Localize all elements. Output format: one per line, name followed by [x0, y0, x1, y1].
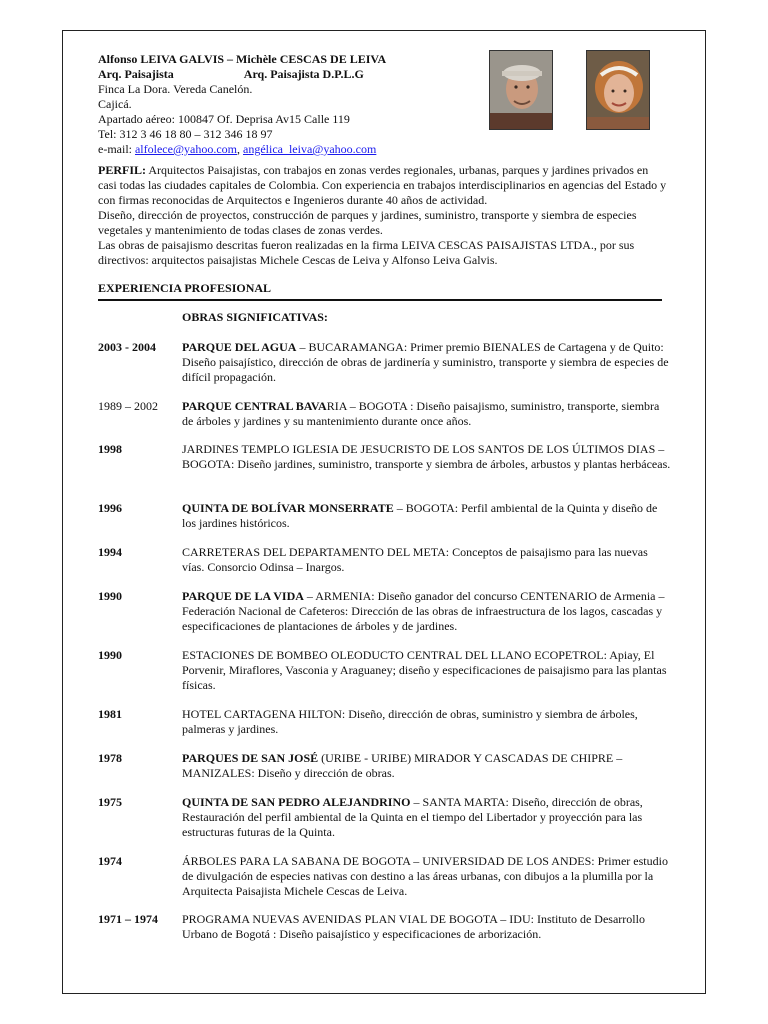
address-line-1: Finca La Dora. Vereda Canelón. [98, 82, 253, 96]
work-name: QUINTA DE SAN PEDRO ALEJANDRINO [182, 795, 411, 809]
profile-text-1: Arquitectos Paisajistas, con trabajos en zonas verdes regionales, urbanas, parques y jardines privados en casi todas las ciudades capitales de Colombia. Con experiencia en trabajos interdisciplinarios en agencias del Estado y con firmas reconocidas de Arquitectos e Ingenieros durante 40 años de actividad. [98, 163, 667, 207]
work-entry [98, 501, 672, 531]
work-year: 1990 [98, 648, 122, 662]
work-detail: – BUCARAMANGA: Primer premio BIENALES de Cartagena y de Quito: Diseño paisajístico, dirección de obras de jardinería y suministro, transporte y siembra de especies de difícil propagación. [182, 340, 669, 384]
portrait-woman-icon [587, 51, 650, 130]
work-description [182, 707, 672, 737]
work-year: 1978 [98, 751, 122, 765]
work-year: 1974 [98, 854, 122, 868]
work-description [182, 399, 672, 429]
work-entry [98, 912, 672, 942]
work-name: PARQUE DEL AGUA [182, 340, 297, 354]
profile-paragraph-1 [98, 163, 668, 208]
work-year: 1971 – 1974 [98, 912, 158, 926]
title-alfonso: Arq. Paisajista [98, 67, 174, 81]
work-entry [98, 340, 672, 385]
work-description [182, 545, 672, 575]
section-divider [98, 299, 662, 301]
work-entry [98, 399, 672, 429]
work-year: 1996 [98, 501, 122, 515]
work-entry [98, 751, 672, 781]
email-label: e-mail: [98, 142, 135, 156]
work-name: PARQUES DE SAN JOSÉ [182, 751, 319, 765]
work-year: 1981 [98, 707, 122, 721]
work-detail: (URIBE - URIBE) MIRADOR Y CASCADAS DE CHIPRE – MANIZALES: Diseño y dirección de obras. [182, 751, 623, 780]
work-description [182, 912, 672, 942]
profile-section [98, 163, 668, 268]
profile-label: PERFIL: [98, 163, 146, 177]
work-description [182, 589, 672, 634]
work-entry [98, 648, 672, 693]
work-detail: JARDINES TEMPLO IGLESIA DE JESUCRISTO DE LOS SANTOS DE LOS ÚLTIMOS DIAS – BOGOTA: Diseño jardines, suministro, transporte y siembra de árboles, arbustos y plantas herbáceas. [182, 442, 671, 471]
work-detail: ESTACIONES DE BOMBEO OLEODUCTO CENTRAL DEL LLANO ECOPETROL: Apiay, El Porvenir, Miraflores, Vasconia y Araguaney; diseño y especificaciones de paisajismo para las plantas físicas. [182, 648, 667, 692]
email-link-alfonso[interactable]: alfolece@yahoo.com [134, 142, 237, 156]
work-description [182, 442, 672, 472]
work-detail: – SANTA MARTA: Diseño, dirección de obras, Restauración del perfil ambiental de la Quinta en el tiempo del Libertador y proyección para las estructuras futuras de la Quinta. [182, 795, 643, 839]
work-entry [98, 854, 672, 899]
author-names: Alfonso LEIVA GALVIS – Michèle CESCAS DE LEIVA [98, 52, 387, 66]
subsection-title-works: OBRAS SIGNIFICATIVAS: [182, 310, 328, 324]
postal-box: Apartado aéreo: 100847 Of. Deprisa Av15 Calle 119 [98, 112, 350, 126]
work-detail: CARRETERAS DEL DEPARTAMENTO DEL META: Conceptos de paisajismo para las nuevas vías. Consorcio Odinsa – Inargos. [182, 545, 648, 574]
email-link-angelica[interactable]: angélica_leiva@yahoo.com [243, 142, 377, 156]
work-description [182, 751, 672, 781]
phone-numbers: Tel: 312 3 46 18 80 – 312 346 18 97 [98, 127, 273, 141]
portrait-photo-michele [586, 50, 650, 130]
email-line [98, 142, 478, 157]
work-detail: ÁRBOLES PARA LA SABANA DE BOGOTA – UNIVERSIDAD DE LOS ANDES: Primer estudio de divulgación de especies nativas con destino a las áreas urbanas, con dibujos a la plumilla por la Arquitecta Paisajista Michele Cescas de Leiva. [182, 854, 668, 898]
profile-paragraph-2: Diseño, dirección de proyectos, construcción de parques y jardines, suministro, transporte y siembra de especies vegetales y mantenimiento de todas clases de zonas verdes. [98, 208, 637, 237]
work-description [182, 795, 672, 840]
profile-paragraph-3: Las obras de paisajismo descritas fueron realizadas en la firma LEIVA CESCAS PAISAJISTAS LTDA., por sus directivos: arquitectos paisajistas Michele Cescas de Leiva y Alfonso Leiva Galvis. [98, 238, 635, 267]
work-year: 1990 [98, 589, 122, 603]
work-description [182, 854, 672, 899]
work-entry [98, 442, 672, 472]
work-detail: PROGRAMA NUEVAS AVENIDAS PLAN VIAL DE BOGOTA – IDU: Instituto de Desarrollo Urbano de Bogotá : Diseño paisajístico y especificaciones de arborización. [182, 912, 645, 941]
address-line-2: Cajicá. [98, 97, 132, 111]
work-entry [98, 707, 672, 737]
work-detail: – ARMENIA: Diseño ganador del concurso CENTENARIO de Armenia – Federación Nacional de Cafeteros: Dirección de las obras de infraestructura de los lagos, cascadas y especificaciones de plantaciones de árboles y de jardines. [182, 589, 665, 633]
email-separator: , [237, 142, 243, 156]
contact-header [98, 52, 478, 157]
work-entry [98, 589, 672, 634]
work-year: 2003 - 2004 [98, 340, 156, 354]
author-titles [98, 67, 478, 82]
portrait-photo-alfonso [489, 50, 553, 130]
title-michele: Arq. Paisajista D.P.L.G [243, 67, 364, 81]
work-name: PARQUE CENTRAL BAVA [182, 399, 327, 413]
work-detail: HOTEL CARTAGENA HILTON: Diseño, dirección de obras, suministro y siembra de árboles, palmeras y jardines. [182, 707, 638, 736]
work-year: 1975 [98, 795, 122, 809]
work-year: 1989 – 2002 [98, 399, 158, 413]
work-detail: RIA – BOGOTA : Diseño paisajismo, suministro, transporte, siembra de árboles y jardines y su mantenimiento durante once años. [182, 399, 660, 428]
work-entry [98, 795, 672, 840]
work-description [182, 501, 672, 531]
work-name: QUINTA DE BOLÍVAR MONSERRATE [182, 501, 394, 515]
portrait-man-icon [490, 51, 553, 130]
work-detail: – BOGOTA: Perfil ambiental de la Quinta y diseño de los jardines históricos. [182, 501, 658, 530]
work-entry [98, 545, 672, 575]
work-name: PARQUE DE LA VIDA [182, 589, 304, 603]
work-description [182, 340, 672, 385]
work-year: 1998 [98, 442, 122, 456]
work-year: 1994 [98, 545, 122, 559]
work-description [182, 648, 672, 693]
section-title-experience: EXPERIENCIA PROFESIONAL [98, 281, 272, 295]
